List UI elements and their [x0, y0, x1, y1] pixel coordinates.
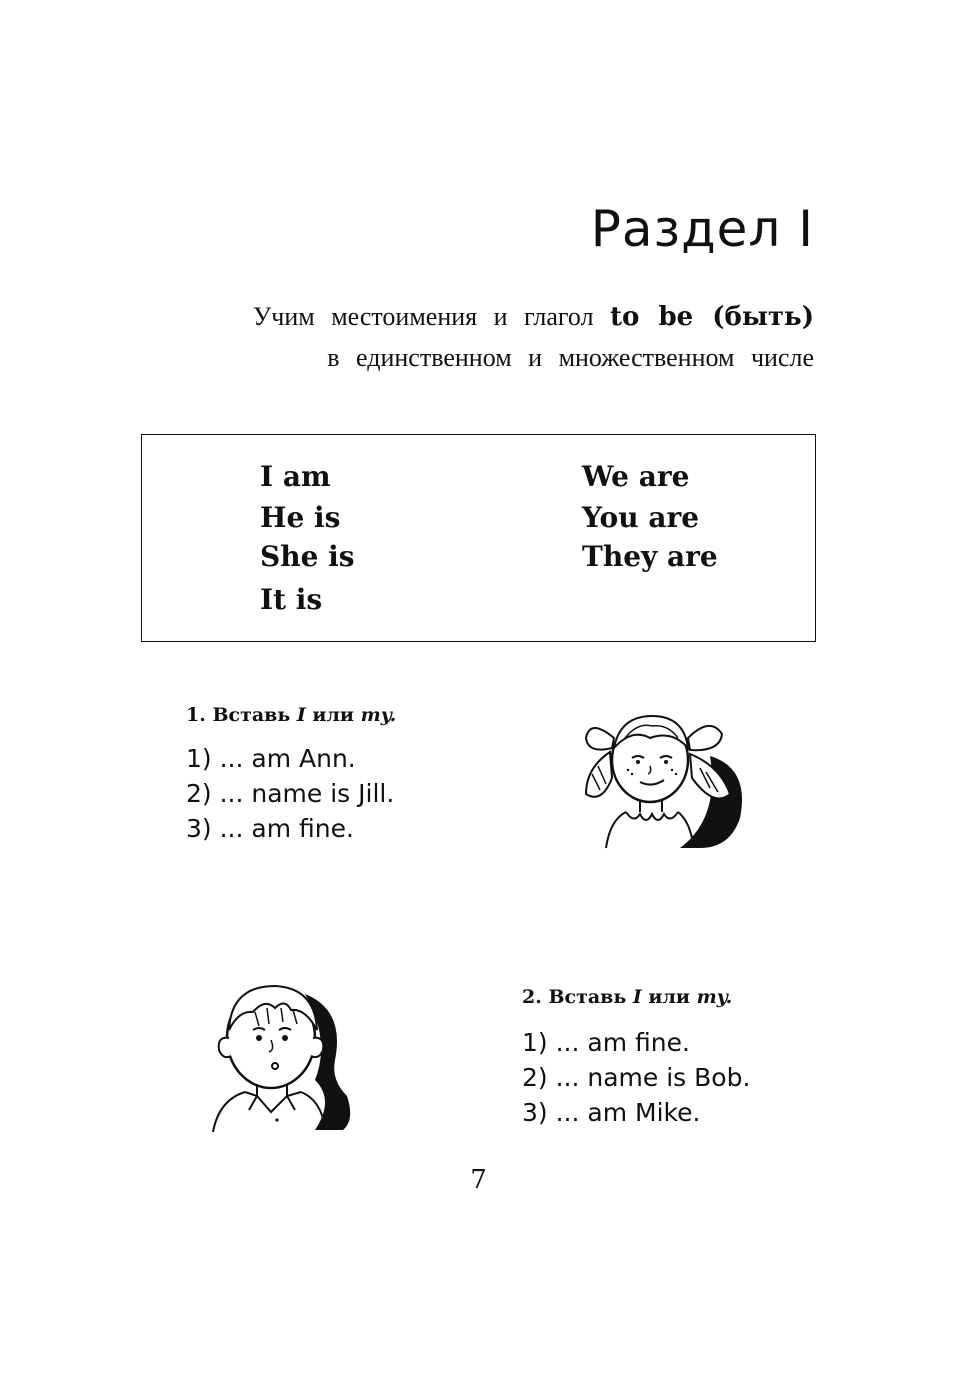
pronoun-plural-1: We are: [582, 460, 690, 493]
exercise-2-item: 2) ... name is Bob.: [522, 1063, 751, 1092]
subtitle-plain: Учим местоимения и глагол: [252, 302, 594, 331]
exercise-1-number: 1.: [186, 704, 206, 726]
exercise-1-items: [186, 741, 394, 846]
exercise-2-number: 2.: [522, 986, 542, 1008]
exercise-2-instruction: Вставь: [548, 986, 627, 1008]
exercise-1-item: 1) ... am Ann.: [186, 744, 356, 773]
exercise-2-word-b: my.: [696, 986, 733, 1008]
girl-portrait-icon: [580, 708, 758, 850]
pronoun-singular-4: It is: [260, 583, 323, 616]
subtitle-line-2: в единственном и множественном числе: [327, 343, 814, 372]
exercise-1-title: [186, 704, 396, 726]
subtitle-line-1: [253, 302, 814, 332]
boy-portrait-icon: [205, 980, 357, 1136]
exercise-2-title: [522, 986, 732, 1008]
pronoun-table: [141, 434, 816, 642]
pronoun-plural-3: They are: [582, 540, 718, 573]
exercise-1-word-b: my.: [360, 704, 397, 726]
exercise-1-or: или: [312, 704, 355, 726]
exercise-1-word-a: I: [296, 704, 306, 726]
exercise-2-item: 1) ... am fine.: [522, 1028, 690, 1057]
exercise-1-item: 2) ... name is Jill.: [186, 779, 395, 808]
pronoun-plural-2: You are: [582, 501, 700, 534]
exercise-2-item: 3) ... am Mike.: [522, 1098, 701, 1127]
pronoun-singular-3: She is: [260, 540, 355, 573]
exercise-2-word-a: I: [632, 986, 642, 1008]
section-title: Раздел I: [590, 200, 814, 258]
exercise-2-or: или: [648, 986, 691, 1008]
subtitle-bold: to be (быть): [610, 302, 814, 332]
pronoun-singular-1: I am: [260, 460, 331, 493]
exercise-1-instruction: Вставь: [212, 704, 291, 726]
page-number: 7: [470, 1165, 487, 1195]
pronoun-singular-2: He is: [260, 501, 341, 534]
exercise-2-items: [522, 1025, 750, 1130]
exercise-1-item: 3) ... am fine.: [186, 814, 354, 843]
